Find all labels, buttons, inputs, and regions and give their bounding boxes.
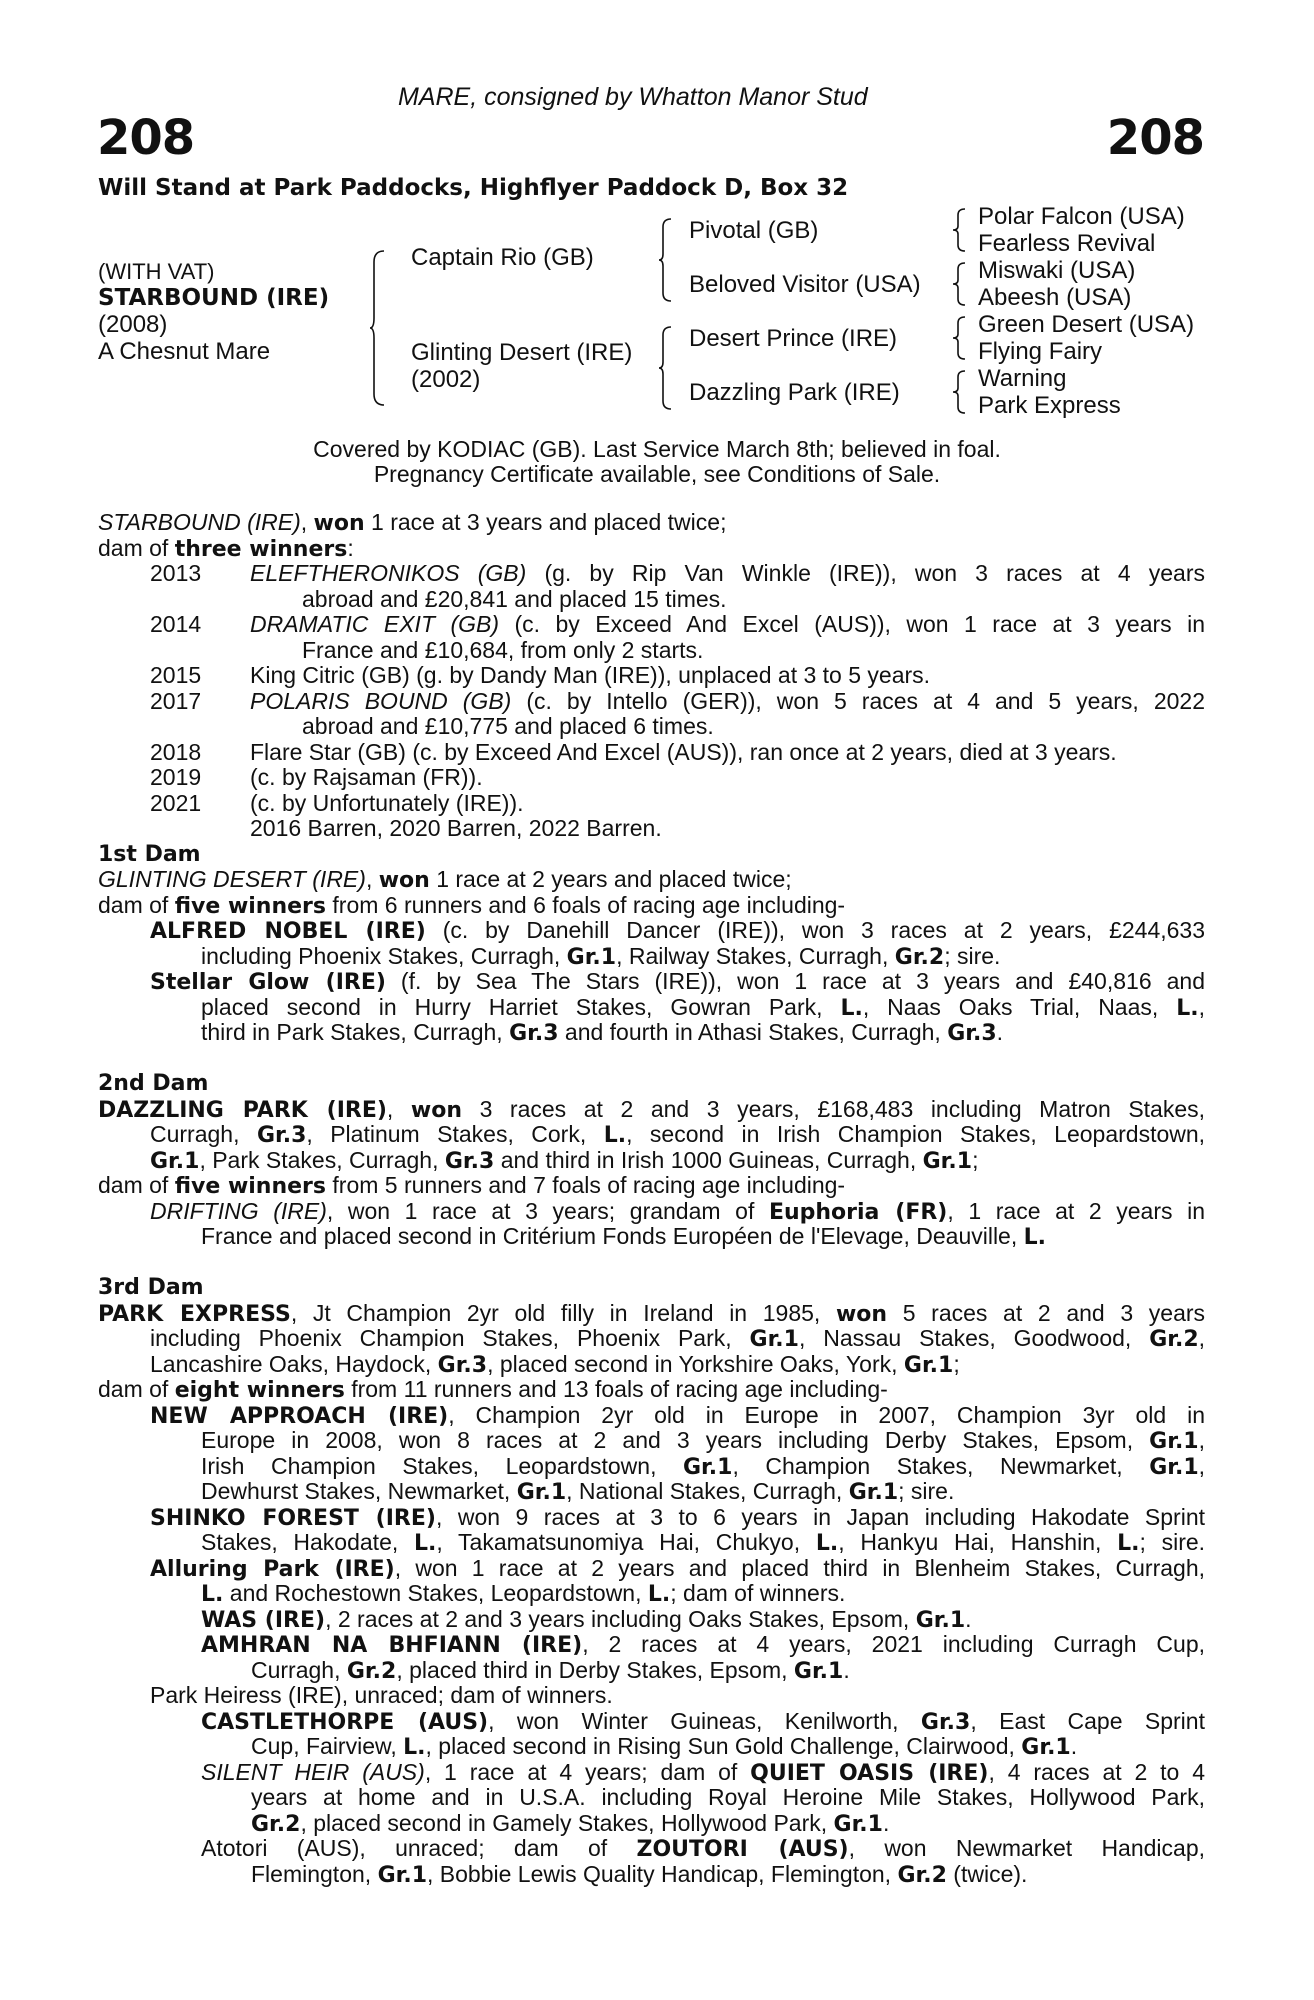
produce-2013: 2013 ELEFTHERONIKOS (GB) (g. by Rip Van Winkle (IRE)), won 3 races at 4 years: [150, 561, 1205, 586]
ss-sire: Polar Falcon (USA): [978, 203, 1185, 230]
second-dam-heading: 2nd Dam: [98, 1071, 209, 1096]
third-dam-line2: including Phoenix Champion Stakes, Phoenix Park, Gr.1, Nassau Stakes, Goodwood, Gr.2,: [150, 1326, 1205, 1352]
third-dam-line3: Lancashire Oaks, Haydock, Gr.3, placed second in Yorkshire Oaks, York, Gr.1;: [150, 1350, 960, 1378]
covered-note: Covered by KODIAC (GB). Last Service March 8th; believed in foal.: [313, 436, 1001, 462]
dam: Glinting Desert (IRE): [411, 339, 633, 366]
vat-label: (WITH VAT): [98, 259, 215, 284]
ds-sire: Green Desert (USA): [978, 311, 1195, 338]
bracket-gen1: [370, 250, 386, 406]
dam-sire: Desert Prince (IRE): [689, 325, 898, 352]
produce-2017: 2017 POLARIS BOUND (GB) (c. by Intello (GER)), won 5 races at 4 and 5 years, 2022: [150, 688, 1205, 714]
sd-sire: Miswaki (USA): [978, 257, 1136, 284]
amhran-line1: AMHRAN NA BHFIANN (IRE), 2 races at 4 years, 2021 including Curragh Cup,: [201, 1632, 1205, 1658]
bracket-dd: [953, 370, 967, 414]
amhran-line2: Curragh, Gr.2, placed third in Derby Stakes, Epsom, Gr.1.: [251, 1656, 850, 1684]
produce-2014: 2014 DRAMATIC EXIT (GB) (c. by Exceed And Excel (AUS)), won 1 race at 3 years in: [150, 612, 1205, 637]
silent-heir-line1: SILENT HEIR (AUS), 1 race at 4 years; dam of QUIET OASIS (IRE), 4 races at 2 to 4: [201, 1759, 1205, 1785]
was-line: WAS (IRE), 2 races at 2 and 3 years including Oaks Stakes, Epsom, Gr.1.: [201, 1605, 972, 1633]
sire-sire: Pivotal (GB): [689, 217, 819, 244]
new-approach-line3: Irish Champion Stakes, Leopardstown, Gr.1, Champion Stakes, Newmarket, Gr.1,: [201, 1453, 1205, 1479]
new-approach-line1: NEW APPROACH (IRE), Champion 2yr old in Europe in 2007, Champion 3yr old in: [150, 1402, 1205, 1428]
dd-sire: Warning: [978, 365, 1067, 392]
bracket-sd: [953, 262, 967, 306]
alfred-nobel-line2: including Phoenix Stakes, Curragh, Gr.1, Railway Stakes, Curragh, Gr.2; sire.: [201, 942, 1001, 970]
second-dam-line1: DAZZLING PARK (IRE), won 3 races at 2 and 3 years, £168,483 including Matron Stakes,: [98, 1096, 1205, 1122]
alluring-park-line2: L. and Rochestown Stakes, Leopardstown, L.; dam of winners.: [201, 1580, 846, 1607]
catalogue-body: [98, 510, 1205, 1887]
atotori-line1: Atotori (AUS), unraced; dam of ZOUTORI (AUS), won Newmarket Handicap,: [201, 1836, 1205, 1862]
alluring-park-line1: Alluring Park (IRE), won 1 race at 2 years and placed third in Blenheim Stakes, Curragh,: [150, 1555, 1205, 1581]
third-dam-line1: PARK EXPRESS, Jt Champion 2yr old filly in Ireland in 1985, won 5 races at 2 and 3 years: [98, 1300, 1205, 1326]
bracket-sire: [659, 218, 673, 302]
bracket-ss: [953, 208, 967, 252]
park-heiress-line: Park Heiress (IRE), unraced; dam of winners.: [150, 1682, 613, 1708]
pregnancy-note: Pregnancy Certificate available, see Conditions of Sale.: [373, 461, 941, 487]
horse-description: A Chesnut Mare: [98, 338, 271, 365]
produce-2015: 2015 King Citric (GB) (g. by Dandy Man (IRE)), unplaced at 3 to 5 years.: [150, 662, 931, 688]
stellar-glow-line3: third in Park Stakes, Curragh, Gr.3 and fourth in Athasi Stakes, Curragh, Gr.3.: [201, 1019, 1004, 1046]
consignor-line: MARE, consigned by Whatton Manor Stud: [398, 83, 868, 111]
horse-name: STARBOUND (IRE): [98, 285, 330, 311]
produce-2019: 2019 (c. by Rajsaman (FR)).: [150, 764, 483, 790]
drifting-line2: France and placed second in Critérium Fonds Européen de l'Elevage, Deauville, L.: [201, 1223, 1047, 1250]
stellar-glow-line2: placed second in Hurry Harriet Stakes, Gowran Park, L., Naas Oaks Trial, Naas, L.,: [201, 994, 1205, 1020]
sd-dam: Abeesh (USA): [978, 284, 1132, 311]
location-line: Will Stand at Park Paddocks, Highflyer Paddock D, Box 32: [98, 175, 849, 201]
produce-2021: 2021 (c. by Unfortunately (IRE)).: [150, 789, 524, 816]
ss-dam: Fearless Revival: [978, 230, 1156, 257]
horse-year: (2008): [98, 311, 168, 338]
first-dam-heading: 1st Dam: [98, 841, 201, 867]
produce-intro: STARBOUND (IRE), won 1 race at 3 years and placed twice;: [98, 509, 727, 536]
dd-dam: Park Express: [978, 392, 1121, 419]
produce-dam-of: dam of three winners:: [98, 534, 354, 562]
sire: Captain Rio (GB): [411, 244, 594, 271]
produce-2018: 2018 Flare Star (GB) (c. by Exceed And Excel (AUS)), ran once at 2 years, died at 3 years.: [150, 738, 1117, 765]
lot-number-right: 208: [1106, 110, 1204, 166]
produce-2014-cont: France and £10,684, from only 2 starts.: [302, 636, 704, 663]
ds-dam: Flying Fairy: [978, 338, 1103, 365]
third-dam-dam-of: dam of eight winners from 11 runners and 13 foals of racing age including-: [98, 1376, 888, 1403]
alfred-nobel-line1: ALFRED NOBEL (IRE) (c. by Danehill Dancer (IRE)), won 3 races at 2 years, £244,633: [150, 918, 1205, 944]
second-dam-line3: Gr.1, Park Stakes, Curragh, Gr.3 and third in Irish 1000 Guineas, Curragh, Gr.1;: [150, 1146, 979, 1174]
first-dam-intro: GLINTING DESERT (IRE), won 1 race at 2 years and placed twice;: [98, 866, 792, 893]
stellar-glow-line1: Stellar Glow (IRE) (f. by Sea The Stars (IRE)), won 1 race at 3 years and £40,816 and: [150, 969, 1205, 995]
new-approach-line4: Dewhurst Stakes, Newmarket, Gr.1, National Stakes, Curragh, Gr.1; sire.: [201, 1478, 955, 1505]
shinko-forest-line2: Stakes, Hakodate, L., Takamatsunomiya Hai, Chukyo, L., Hankyu Hai, Hanshin, L.; sire.: [201, 1530, 1205, 1556]
produce-2017-cont: abroad and £10,775 and placed 6 times.: [302, 713, 714, 739]
first-dam-dam-of: dam of five winners from 6 runners and 6 foals of racing age including-: [98, 891, 846, 919]
new-approach-line2: Europe in 2008, won 8 races at 2 and 3 years including Derby Stakes, Epsom, Gr.1,: [201, 1428, 1205, 1454]
atotori-line2: Flemington, Gr.1, Bobbie Lewis Quality Handicap, Flemington, Gr.2 (twice).: [251, 1860, 1028, 1888]
castlethorpe-line2: Cup, Fairview, L., placed second in Rising Sun Gold Challenge, Clairwood, Gr.1.: [251, 1733, 1078, 1760]
lot-number-left: 208: [97, 110, 195, 166]
dam-dam: Dazzling Park (IRE): [689, 379, 900, 406]
produce-barren: 2016 Barren, 2020 Barren, 2022 Barren.: [250, 815, 662, 841]
silent-heir-line2: years at home and in U.S.A. including Royal Heroine Mile Stakes, Hollywood Park,: [251, 1785, 1205, 1810]
sire-dam: Beloved Visitor (USA): [689, 271, 921, 298]
bracket-ds: [953, 316, 967, 360]
bracket-dam: [659, 326, 673, 410]
second-dam-line2: Curragh, Gr.3, Platinum Stakes, Cork, L., second in Irish Champion Stakes, Leopardstown,: [150, 1122, 1205, 1148]
drifting-line1: DRIFTING (IRE), won 1 race at 3 years; grandam of Euphoria (FR), 1 race at 2 years in: [150, 1198, 1205, 1224]
dam-year: (2002): [411, 366, 481, 393]
produce-2013-cont: abroad and £20,841 and placed 15 times.: [302, 585, 727, 612]
third-dam-heading: 3rd Dam: [98, 1275, 204, 1300]
shinko-forest-line1: SHINKO FOREST (IRE), won 9 races at 3 to 6 years in Japan including Hakodate Sprint: [150, 1504, 1205, 1530]
castlethorpe-line1: CASTLETHORPE (AUS), won Winter Guineas, Kenilworth, Gr.3, East Cape Sprint: [201, 1708, 1205, 1734]
second-dam-dam-of: dam of five winners from 5 runners and 7 foals of racing age including-: [98, 1172, 846, 1199]
silent-heir-line3: Gr.2, placed second in Gamely Stakes, Hollywood Park, Gr.1.: [251, 1809, 890, 1837]
